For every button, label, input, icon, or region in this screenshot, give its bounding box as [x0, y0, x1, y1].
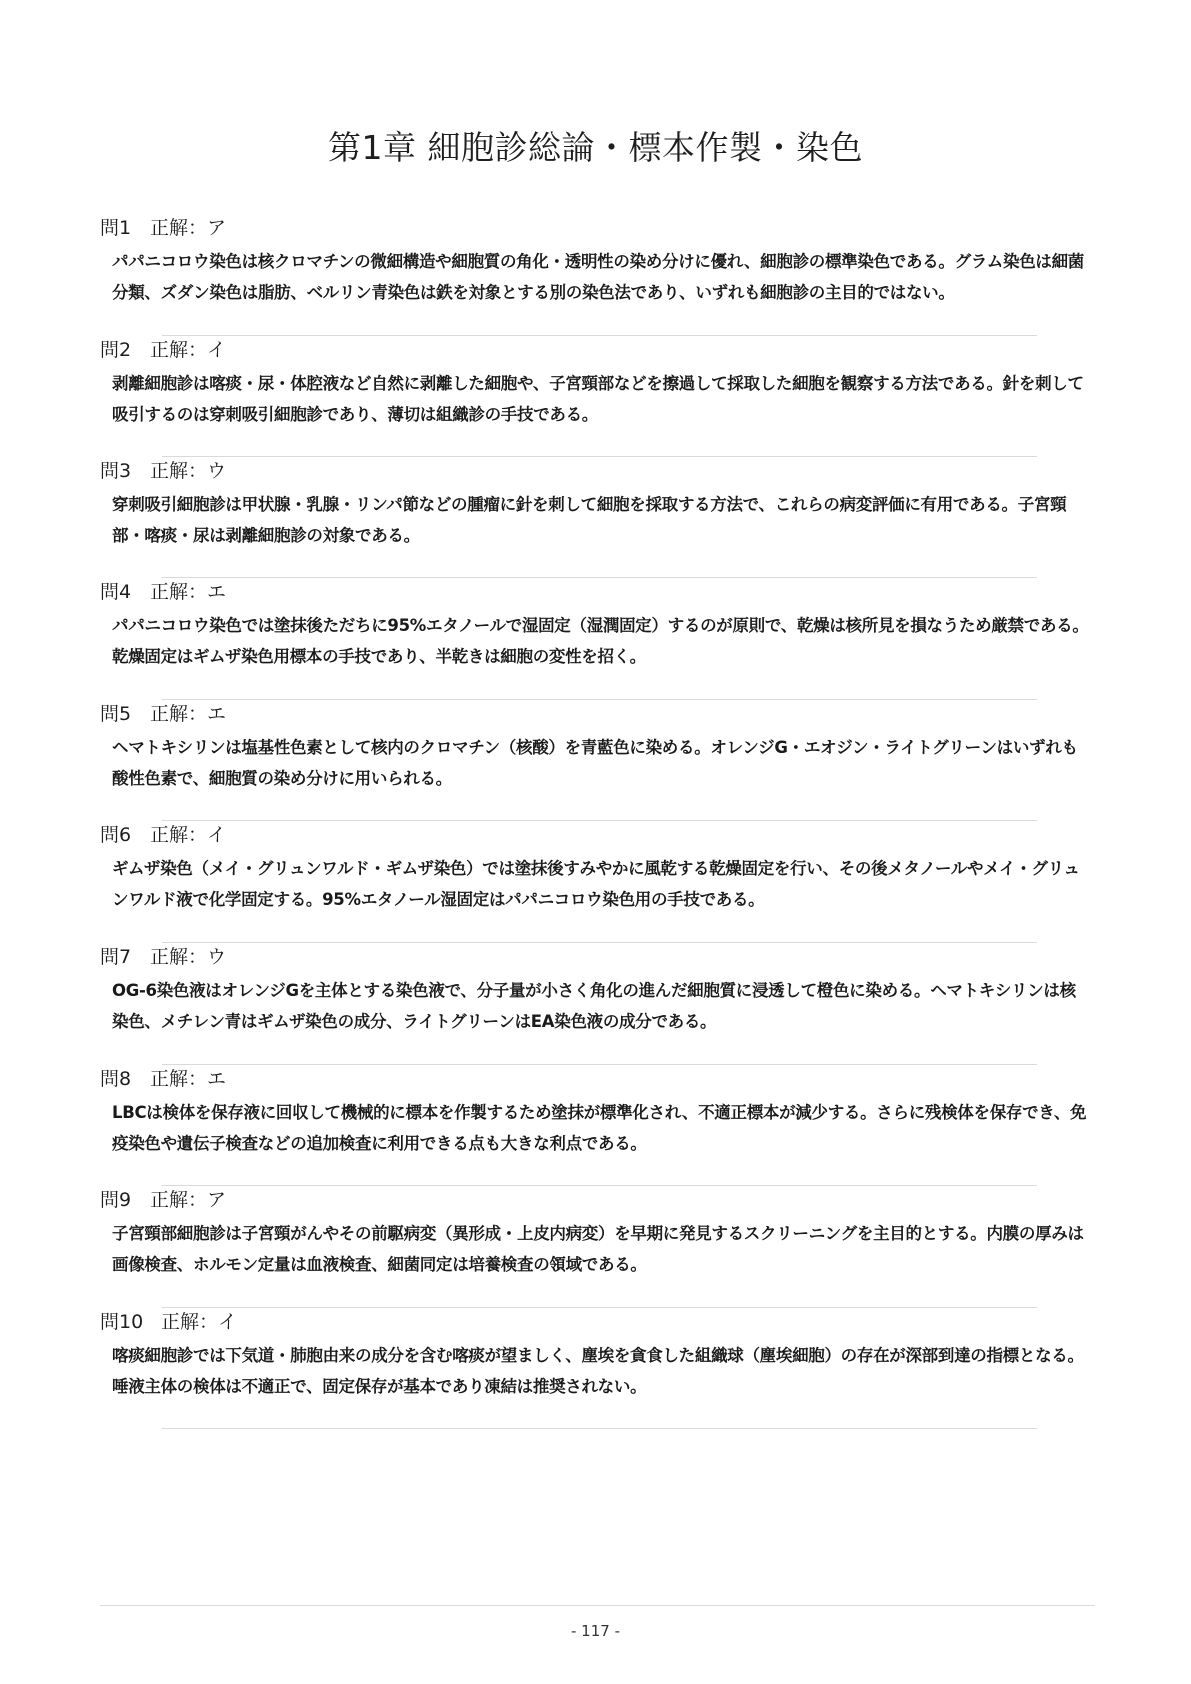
correct-answer: 正解：イ	[161, 1310, 238, 1333]
question-item-3	[100, 457, 1090, 579]
explanation-text: 喀痰細胞診では下気道・肺胞由来の成分を含む喀痰が望ましく、塵埃を貪食した組織球（塵埃細胞）の存在が深部到達の指標となる。唾液主体の検体は不適正で、固定保存が基本であり凍結は推奨されない。	[112, 1345, 1084, 1396]
correct-answer: 正解：エ	[150, 581, 227, 604]
question-number: 問6	[100, 824, 132, 847]
correct-answer: 正解：エ	[150, 702, 227, 725]
question-number: 問2	[100, 338, 132, 361]
question-item-2	[100, 336, 1090, 457]
question-number: 問4	[100, 581, 132, 604]
question-header	[100, 457, 1090, 485]
question-number: 問10	[100, 1310, 144, 1333]
divider	[162, 1428, 1037, 1429]
question-item-8	[100, 1065, 1090, 1187]
question-item-4	[100, 578, 1090, 700]
correct-answer: 正解：イ	[150, 338, 227, 361]
question-item-10	[100, 1308, 1090, 1430]
question-header	[100, 943, 1090, 971]
question-number: 問5	[100, 702, 132, 725]
question-number: 問1	[100, 217, 132, 239]
correct-answer: 正解：ウ	[150, 459, 227, 482]
explanation-text: パパニコロウ染色では塗抹後ただちに95%エタノールで湿固定（湿潤固定）するのが原則で、乾燥は核所見を損なうため厳禁である。乾燥固定はギムザ染色用標本の手技であり、半乾きは細胞の変性を招く。	[112, 616, 1089, 667]
question-header	[100, 1308, 1090, 1336]
question-item-9	[100, 1186, 1090, 1308]
correct-answer: 正解：ウ	[150, 945, 227, 968]
question-header	[100, 1186, 1090, 1214]
page-number: - 117 -	[571, 1622, 620, 1640]
correct-answer: 正解：ア	[150, 1189, 227, 1212]
footer-divider	[100, 1605, 1095, 1606]
explanation-text: 剥離細胞診は喀痰・尿・体腔液など自然に剥離した細胞や、子宮頸部などを擦過して採取した細胞を観察する方法である。針を刺して吸引するのは穿刺吸引細胞診であり、薄切は組織診の手技である。	[112, 373, 1084, 424]
question-header	[100, 821, 1090, 849]
question-header	[100, 578, 1090, 606]
explanation-text: パパニコロウ染色は核クロマチンの微細構造や細胞質の角化・透明性の染め分けに優れ、細胞診の標準染色である。グラム染色は細菌分類、ズダン染色は脂肪、ベルリン青染色は鉄を対象とする別の染色法であり、いずれも細胞診の主目的ではない。	[112, 252, 1085, 302]
question-number: 問3	[100, 459, 132, 482]
question-number: 問7	[100, 945, 132, 968]
question-item-1	[100, 214, 1090, 336]
question-number: 問9	[100, 1189, 132, 1212]
question-item-5	[100, 700, 1090, 822]
question-header	[100, 1065, 1090, 1093]
correct-answer: 正解：ア	[150, 217, 227, 239]
explanation-text: 穿刺吸引細胞診は甲状腺・乳腺・リンパ節などの腫瘤に針を刺して細胞を採取する方法で、これらの病変評価に有用である。子宮頸部・喀痰・尿は剥離細胞診の対象である。	[112, 494, 1067, 545]
question-header	[100, 336, 1090, 364]
question-list	[100, 214, 1090, 1429]
explanation-text: ヘマトキシリンは塩基性色素として核内のクロマチン（核酸）を青藍色に染める。オレンジG・エオジン・ライトグリーンはいずれも酸性色素で、細胞質の染め分けに用いられる。	[112, 737, 1078, 788]
question-number: 問8	[100, 1067, 132, 1090]
question-item-6	[100, 821, 1090, 943]
question-header	[100, 700, 1090, 728]
explanation-text: 子宮頸部細胞診は子宮頸がんやその前駆病変（異形成・上皮内病変）を早期に発見するスクリーニングを主目的とする。内膜の厚みは画像検査、ホルモン定量は血液検査、細菌同定は培養検査の領域である。	[112, 1224, 1084, 1275]
question-item-7	[100, 943, 1090, 1065]
correct-answer: 正解：エ	[150, 1067, 227, 1090]
correct-answer: 正解：イ	[150, 824, 227, 847]
explanation-text: LBCは検体を保存液に回収して機械的に標本を作製するため塗抹が標準化され、不適正標本が減少する。さらに残検体を保存でき、免疫染色や遺伝子検査などの追加検査に利用できる点も大きな利点である。	[112, 1102, 1087, 1153]
explanation-text: OG-6染色液はオレンジGを主体とする染色液で、分子量が小さく角化の進んだ細胞質に浸透して橙色に染める。ヘマトキシリンは核染色、メチレン青はギムザ染色の成分、ライトグリーンはEA染色液の成分である。	[112, 980, 1076, 1031]
question-header	[100, 214, 1090, 242]
explanation-text: ギムザ染色（メイ・グリュンワルド・ギムザ染色）では塗抹後すみやかに風乾する乾燥固定を行い、その後メタノールやメイ・グリュンワルド液で化学固定する。95%エタノール湿固定はパパニコロウ染色用の手技である。	[112, 859, 1080, 910]
page-title: 第1章 細胞診総論・標本作製・染色	[328, 128, 863, 167]
